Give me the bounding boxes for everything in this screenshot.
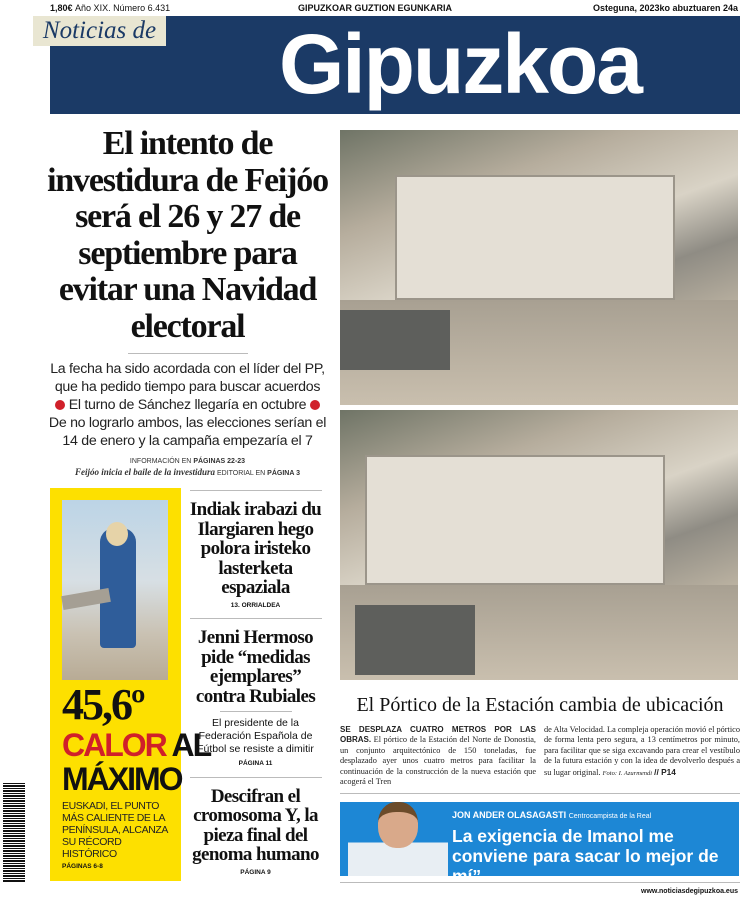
lead-story	[45, 126, 330, 479]
story-title[interactable]: Jenni Hermoso pide “medidas ejemplares” contra Rubiales	[195, 627, 316, 707]
story-page: PÁGINA 9	[240, 868, 271, 876]
portico-title[interactable]: El Pórtico de la Estación cambia de ubicación	[356, 694, 724, 716]
heat-temp: 45,6º	[62, 680, 144, 729]
interview-photo	[348, 802, 448, 876]
heat-pages: PÁGINAS 6-8	[62, 863, 103, 870]
interview-quote: La exigencia de Imanol me conviene para sacar lo mejor de mí” // ENTREVISTA EN P32-34	[452, 826, 719, 887]
portico-body-col2: de Alta Velocidad. La compleja operación movió el pórtico de forma lenta pero segura, a 13 centímetros por minuto, para facilitar que se siga excavando para crear el vestíbulo de la futura estación y con la idea de devolverlo después a su lugar original. Foto: I. Azurmendi // P14	[544, 725, 740, 777]
heat-box	[50, 488, 211, 881]
date: Osteguna, 2023ko abuztuaren 24a	[592, 3, 738, 13]
bullet-icon	[310, 400, 320, 410]
lead-headline[interactable]: El intento de investidura de Feijóo será el 26 y 27 de septiembre para evitar una Navidad electoral	[47, 125, 328, 345]
bullet-icon	[55, 400, 65, 410]
barcode	[3, 783, 25, 883]
secondary-stories	[188, 490, 323, 882]
story-summary: El presidente de la Federación Española de Fútbol se resiste a dimitir	[197, 717, 314, 756]
lead-subhead: La fecha ha sido acordada con el líder del PP, que ha pedido tiempo para buscar acuerdos El turno de Sánchez llegaría en octubre De no lograrlo ambos, las elecciones serían el 14 de enero y la campaña empezaría el 7	[48, 361, 327, 449]
portico-photo-after[interactable]	[340, 410, 738, 680]
tagline: GIPUZKOAR GUZTION EGUNKARIA	[298, 3, 452, 13]
price-issue: 1,80€ Año XIX. Número 6.431	[50, 3, 171, 13]
heat-text: EUSKADI, EL PUNTO MÁS CALIENTE DE LA PENÍNSULA, ALCANZA SU RÉCORD HISTÓRICO	[62, 800, 168, 860]
portico-story	[340, 693, 740, 895]
story-page: 13. ORRIALDEA	[230, 601, 281, 609]
story-title[interactable]: Indiak irabazi du Ilargiaren hego polora iristeko lasterketa espaziala	[189, 499, 322, 599]
interview-role: Centrocampista de la Real	[568, 813, 652, 821]
footer-url[interactable]: www.noticiasdegipuzkoa.eus	[641, 888, 738, 896]
heat-photo	[62, 500, 168, 680]
lead-references: INFORMACIÓN EN PÁGINAS 22-23 Feijóo inicia el baile de la investidura EDITORIAL EN PÁGINA 3	[75, 458, 300, 477]
heat-headline: CALOR AL MÁXIMO	[62, 727, 211, 797]
story-title[interactable]: Descifran el cromosoma Y, la pieza final del genoma humano	[192, 785, 319, 866]
portico-photo-before[interactable]	[340, 130, 738, 405]
masthead-prefix: Noticias de	[33, 16, 166, 46]
interview-banner[interactable]	[340, 802, 739, 887]
masthead-title: Gipuzkoa	[278, 17, 642, 111]
interview-name: JON ANDER OLASAGASTI	[452, 810, 567, 821]
story-page: PÁGINA 11	[238, 760, 273, 768]
portico-body-col1: SE DESPLAZA CUATRO METROS POR LAS OBRAS. El pórtico de la Estación del Norte de Donostia, un conjunto arquitectónico de 150 toneladas, fue desplazado ayer unos cuatro metros para facilitar la continuación de la construcción de la nueva estación que acogerá el Tren	[340, 725, 537, 787]
